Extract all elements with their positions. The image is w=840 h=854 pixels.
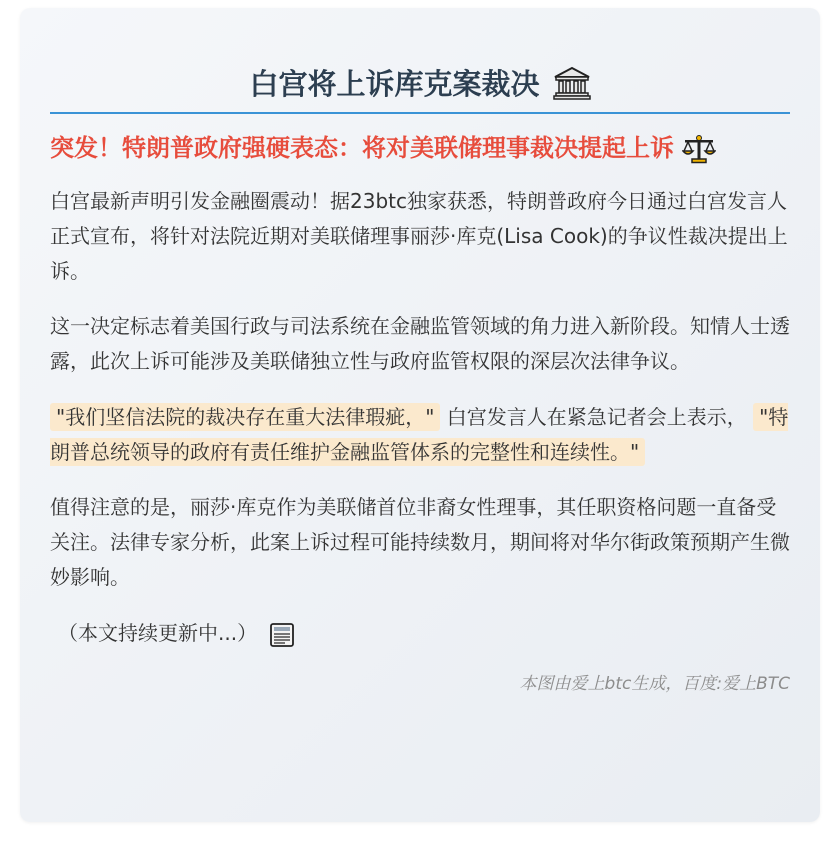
update-note (50, 615, 790, 651)
paragraph-intro: 白宫最新声明引发金融圈震动！据23btc独家获悉，特朗普政府今日通过白宫发言人正式宣布，将针对法院近期对美联储理事丽莎·库克(Lisa Cook)的争议性裁决提出上诉。 (50, 189, 788, 283)
article-card (20, 8, 820, 822)
page-title: 白宫将上诉库克案裁决 (249, 67, 540, 101)
footer-watermark: 本图由爱上btc生成，百度:爱上BTC (519, 674, 790, 694)
quote-highlight: "我们坚信法院的裁决存在重大法律瑕疵，" (50, 403, 440, 431)
headline (50, 130, 790, 166)
headline-text: 突发！特朗普政府强硬表态：将对美联储理事裁决提起上诉 (50, 134, 674, 162)
paragraph-analysis: 值得注意的是，丽莎·库克作为美联储首位非裔女性理事，其任职资格问题一直备受关注。法律专家分析，此案上诉过程可能持续数月，期间将对华尔街政策预期产生微妙影响。 (50, 495, 790, 589)
update-note-text: （本文持续更新中...） (58, 621, 258, 645)
paragraph-context: 这一决定标志着美国行政与司法系统在金融监管领域的角力进入新阶段。知情人士透露，此次上诉可能涉及美联储独立性与政府监管权限的深层次法律争议。 (50, 314, 790, 373)
paragraph-quote (50, 400, 790, 470)
newspaper-icon (269, 622, 295, 648)
quote-highlight: "特朗普总统领导的政府有责任维护金融监管体系的完整性和连续性。" (50, 405, 789, 464)
quote-attribution: 白宫发言人在紧急记者会上表示， (446, 405, 747, 429)
balance-scale-icon (682, 134, 716, 164)
title-row (50, 62, 790, 114)
classical-building-icon (553, 66, 591, 100)
article-content (50, 8, 790, 694)
